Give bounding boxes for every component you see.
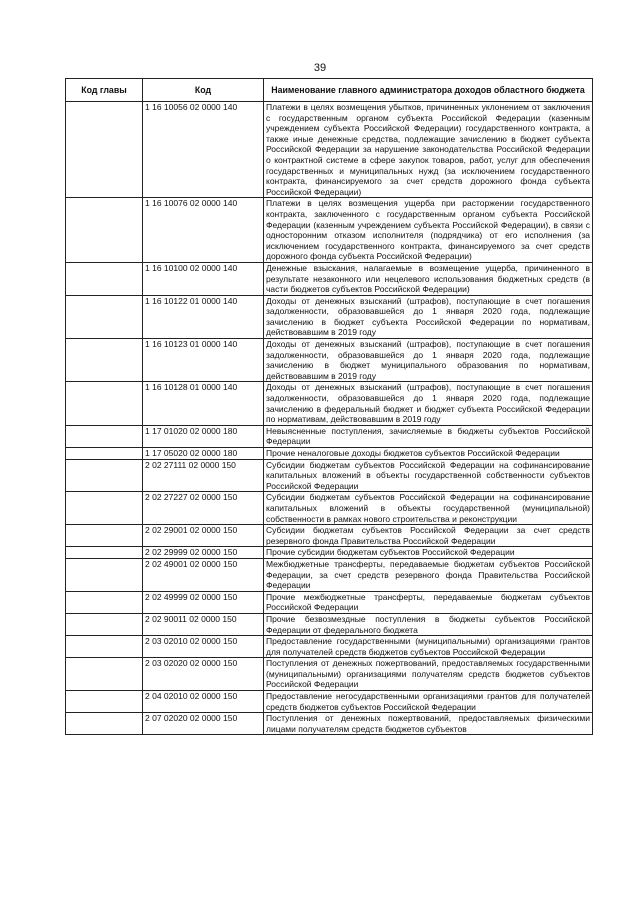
table-row	[66, 613, 593, 635]
cell-chapter-code	[66, 339, 143, 382]
table-row	[66, 547, 593, 559]
table-row	[66, 492, 593, 525]
table-body	[66, 102, 593, 735]
table-row	[66, 262, 593, 295]
table-row	[66, 691, 593, 713]
cell-code: 2 03 02010 02 0000 150	[143, 636, 264, 658]
cell-code: 1 16 10128 01 0000 140	[143, 382, 264, 425]
cell-code: 2 02 29001 02 0000 150	[143, 525, 264, 547]
cell-name: Прочие межбюджетные трансферты, передаваемые бюджетам субъектов Российской Федерации	[264, 591, 593, 613]
cell-code: 2 02 29999 02 0000 150	[143, 547, 264, 559]
table-row	[66, 198, 593, 263]
table-row	[66, 558, 593, 591]
cell-chapter-code	[66, 459, 143, 492]
cell-name: Межбюджетные трансферты, передаваемые бюджетам субъектов Российской Федерации, за счет средств резервного фонда Правительства Российской Федерации	[264, 558, 593, 591]
cell-name: Невыясненные поступления, зачисляемые в бюджеты субъектов Российской Федерации	[264, 425, 593, 447]
cell-name: Предоставление негосударственными организациями грантов для получателей средств бюджетов субъектов Российской Федерации	[264, 691, 593, 713]
header-chapter-code: Код главы	[66, 79, 143, 102]
table-row	[66, 339, 593, 382]
cell-code: 2 07 02020 02 0000 150	[143, 713, 264, 735]
cell-code: 1 16 10076 02 0000 140	[143, 198, 264, 263]
table-header-row	[66, 79, 593, 102]
cell-code: 2 02 90011 02 0000 150	[143, 613, 264, 635]
cell-code: 1 16 10056 02 0000 140	[143, 102, 264, 198]
cell-chapter-code	[66, 691, 143, 713]
table-row	[66, 713, 593, 735]
cell-name: Субсидии бюджетам субъектов Российской Федерации на софинансирование капитальных вложений в объекты государственной (муниципальной) собственности в рамках нового строительства и реконструкции	[264, 492, 593, 525]
table-row	[66, 459, 593, 492]
cell-chapter-code	[66, 613, 143, 635]
cell-chapter-code	[66, 713, 143, 735]
revenue-codes-table	[65, 78, 593, 735]
cell-name: Предоставление государственными (муниципальными) организациями грантов для получателей средств бюджетов субъектов Российской Федерации	[264, 636, 593, 658]
cell-name: Прочие безвозмездные поступления в бюджеты субъектов Российской Федерации от федерального бюджета	[264, 613, 593, 635]
cell-chapter-code	[66, 636, 143, 658]
cell-name: Доходы от денежных взысканий (штрафов), поступающие в счет погашения задолженности, образовавшейся до 1 января 2020 года, подлежащие зачислению в бюджет субъекта Российской Федерации по нормативам, действовавшим в 2019 году	[264, 295, 593, 338]
cell-code: 2 02 49999 02 0000 150	[143, 591, 264, 613]
cell-name: Субсидии бюджетам субъектов Российской Федерации на софинансирование капитальных вложений в объекты государственной собственности субъектов Российской Федерации	[264, 459, 593, 492]
cell-name: Доходы от денежных взысканий (штрафов), поступающие в счет погашения задолженности, образовавшейся до 1 января 2020 года, подлежащие зачислению в бюджет муниципального образования по нормативам, действовавшим в 2019 году	[264, 339, 593, 382]
cell-chapter-code	[66, 658, 143, 691]
cell-code: 2 04 02010 02 0000 150	[143, 691, 264, 713]
cell-chapter-code	[66, 382, 143, 425]
cell-chapter-code	[66, 425, 143, 447]
cell-name: Платежи в целях возмещения ущерба при расторжении государственного контракта, заключенного с государственным органом субъекта Российской Федерации (казенным учреждением субъекта Российской Федерации), в связи с односторонним отказом исполнителя (подрядчика) от его исполнения (за исключением государственного контракта, финансируемого за счет средств дорожного фонда субъекта Российской Федерации)	[264, 198, 593, 263]
cell-chapter-code	[66, 198, 143, 263]
table-row	[66, 295, 593, 338]
cell-code: 2 02 49001 02 0000 150	[143, 558, 264, 591]
cell-chapter-code	[66, 591, 143, 613]
cell-chapter-code	[66, 262, 143, 295]
header-name: Наименование главного администратора доходов областного бюджета	[264, 79, 593, 102]
table-row	[66, 636, 593, 658]
cell-chapter-code	[66, 492, 143, 525]
cell-code: 2 02 27227 02 0000 150	[143, 492, 264, 525]
cell-code: 1 17 05020 02 0000 180	[143, 448, 264, 460]
table-row	[66, 591, 593, 613]
header-code: Код	[143, 79, 264, 102]
cell-code: 1 16 10123 01 0000 140	[143, 339, 264, 382]
cell-chapter-code	[66, 448, 143, 460]
cell-name: Поступления от денежных пожертвований, предоставляемых государственными (муниципальными) организациями получателям средств бюджетов субъектов Российской Федерации	[264, 658, 593, 691]
table-row	[66, 448, 593, 460]
cell-code: 1 16 10100 02 0000 140	[143, 262, 264, 295]
cell-name: Субсидии бюджетам субъектов Российской Федерации за счет средств резервного фонда Правительства Российской Федерации	[264, 525, 593, 547]
cell-chapter-code	[66, 102, 143, 198]
cell-chapter-code	[66, 525, 143, 547]
cell-chapter-code	[66, 547, 143, 559]
cell-chapter-code	[66, 295, 143, 338]
cell-name: Платежи в целях возмещения убытков, причиненных уклонением от заключения с государственным органом субъекта Российской Федерации (казенным учреждением субъекта Российской Федерации) государственного контракта, а также иные денежные средства, подлежащие зачислению в бюджет субъекта Российской Федерации за нарушение законодательства Российской Федерации о контрактной системе в сфере закупок товаров, работ, услуг для обеспечения государственных и муниципальных нужд (за исключением государственного контракта, финансируемого за счет средств дорожного фонда субъекта Российской Федерации)	[264, 102, 593, 198]
table-row	[66, 658, 593, 691]
cell-code: 2 03 02020 02 0000 150	[143, 658, 264, 691]
cell-name: Доходы от денежных взысканий (штрафов), поступающие в счет погашения задолженности, образовавшейся до 1 января 2020 года, подлежащие зачислению в федеральный бюджет и бюджет субъекта Российской Федерации по нормативам, действовавшим в 2019 году	[264, 382, 593, 425]
cell-name: Прочие неналоговые доходы бюджетов субъектов Российской Федерации	[264, 448, 593, 460]
cell-name: Денежные взыскания, налагаемые в возмещение ущерба, причиненного в результате незаконного или нецелевого использования бюджетных средств (в части бюджетов субъектов Российской Федерации)	[264, 262, 593, 295]
cell-code: 1 16 10122 01 0000 140	[143, 295, 264, 338]
table-row	[66, 425, 593, 447]
cell-code: 1 17 01020 02 0000 180	[143, 425, 264, 447]
cell-name: Поступления от денежных пожертвований, предоставляемых физическими лицами получателям средств бюджетов субъектов	[264, 713, 593, 735]
table-row	[66, 102, 593, 198]
cell-code: 2 02 27111 02 0000 150	[143, 459, 264, 492]
table-row	[66, 382, 593, 425]
page-number: 39	[313, 62, 327, 74]
cell-chapter-code	[66, 558, 143, 591]
table-row	[66, 525, 593, 547]
cell-name: Прочие субсидии бюджетам субъектов Российской Федерации	[264, 547, 593, 559]
